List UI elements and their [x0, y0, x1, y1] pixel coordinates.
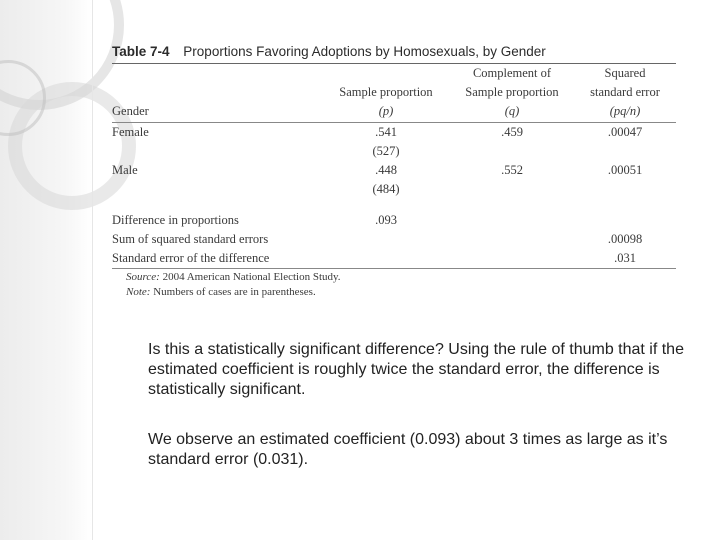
- header-pqn-symbol: (pq/n): [574, 102, 676, 123]
- cell-se2: .00051: [607, 163, 643, 177]
- cell-q: [450, 211, 574, 230]
- bullet-item: [122, 430, 692, 470]
- cell-se2: .00047: [607, 125, 643, 139]
- table-row: [112, 161, 676, 180]
- table-row: [112, 180, 676, 199]
- cell-se2: .031: [574, 249, 676, 269]
- source-text: 2004 American National Election Study.: [162, 271, 341, 283]
- bullet-list: [122, 340, 692, 500]
- row-label: Sum of squared standard errors: [112, 232, 269, 246]
- table-row: [112, 123, 676, 143]
- cell-q: [450, 180, 574, 199]
- table-row: [112, 230, 676, 249]
- header-p-symbol: (p): [322, 102, 450, 123]
- cell-se2: [574, 180, 676, 199]
- header-squared-line2: standard error: [590, 85, 660, 99]
- table-row: [112, 211, 676, 230]
- row-label: Male: [112, 163, 138, 177]
- table-row: [112, 249, 676, 269]
- bullet-text: We observe an estimated coefficient (0.093) about 3 times as large as it’s standard error (0.031).: [148, 431, 668, 468]
- cell-q: .552: [501, 163, 523, 177]
- proportions-table: [112, 64, 676, 269]
- divider: [92, 0, 93, 540]
- header-sample-proportion: Sample proportion: [339, 85, 433, 99]
- note-label: Note:: [126, 286, 151, 298]
- row-label: Female: [112, 125, 149, 139]
- source-note: [126, 270, 676, 285]
- row-label: [112, 180, 322, 199]
- cell-p: .448: [375, 163, 397, 177]
- cell-se2: [574, 211, 676, 230]
- cell-q: .459: [501, 125, 523, 139]
- table-figure: [112, 44, 676, 300]
- cell-p: (527): [372, 144, 400, 158]
- bullet-text: Is this a statistically significant difference? Using the rule of thumb that if the estimated coefficient is roughly twice the standard error, the difference is statistically significant.: [148, 341, 684, 398]
- header-squared-line1: Squared: [604, 66, 646, 80]
- cell-se2: .00098: [607, 232, 643, 246]
- table-caption: [112, 44, 676, 64]
- source-label: Source:: [126, 271, 160, 283]
- cell-p: [322, 230, 450, 249]
- header-complement-line2: Sample proportion: [465, 85, 559, 99]
- header-gender: Gender: [112, 102, 322, 123]
- cell-q: [450, 249, 574, 269]
- cell-se2: [574, 142, 676, 161]
- header-q-symbol: (q): [450, 102, 574, 123]
- cell-p: [322, 249, 450, 269]
- cell-p: (484): [372, 182, 400, 196]
- bullet-item: [122, 340, 692, 400]
- row-label: Difference in proportions: [112, 213, 239, 227]
- header-complement-line1: Complement of: [472, 66, 552, 80]
- cell-p: .093: [375, 213, 397, 227]
- table-number: Table 7-4: [112, 44, 170, 59]
- cell-q: [450, 142, 574, 161]
- cell-p: .541: [375, 125, 397, 139]
- table-title: Proportions Favoring Adoptions by Homosexuals, by Gender: [183, 44, 546, 59]
- row-label: Standard error of the difference: [112, 249, 322, 269]
- table-row: [112, 142, 676, 161]
- row-label: [112, 142, 322, 161]
- table-notes: [112, 270, 676, 300]
- note-text: Numbers of cases are in parentheses.: [153, 286, 316, 298]
- cell-q: [450, 230, 574, 249]
- cases-note: [126, 285, 676, 300]
